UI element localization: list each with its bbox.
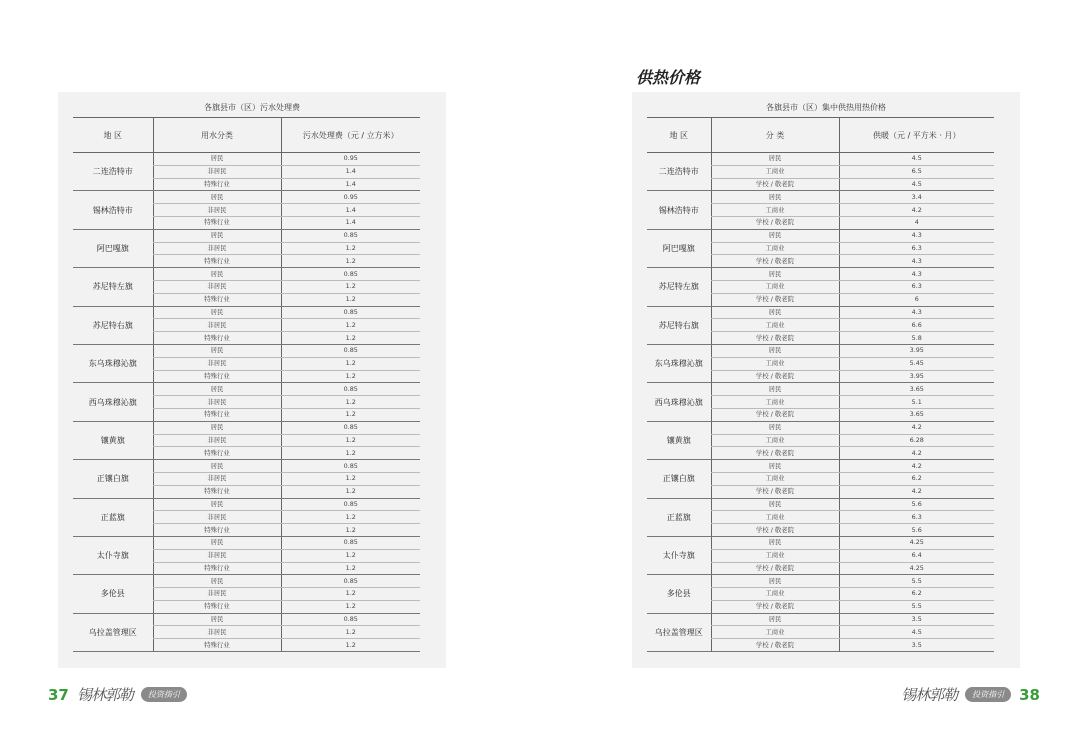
- category-cell: 特殊行业: [153, 447, 281, 460]
- table-row: [647, 306, 994, 319]
- table-row: [73, 191, 420, 204]
- table-header-row: [647, 118, 994, 153]
- category-cell: 学校 / 敬老院: [711, 524, 839, 537]
- value-cell: 1.2: [281, 562, 420, 575]
- region-cell: 阿巴嘎旗: [647, 229, 711, 267]
- value-cell: 5.5: [839, 575, 994, 588]
- table-row: [647, 613, 994, 626]
- brand-logo: 锡林郭勒: [901, 686, 958, 704]
- value-cell: 0.85: [281, 306, 420, 319]
- category-cell: 特殊行业: [153, 216, 281, 229]
- region-cell: 苏尼特左旗: [647, 268, 711, 306]
- region-cell: 正蓝旗: [647, 498, 711, 536]
- value-cell: 3.4: [839, 191, 994, 204]
- region-cell: 正镶白旗: [73, 460, 153, 498]
- category-cell: 非居民: [153, 242, 281, 255]
- category-cell: 居民: [153, 344, 281, 357]
- table-row: [647, 344, 994, 357]
- table-row: [647, 153, 994, 166]
- category-cell: 居民: [153, 306, 281, 319]
- category-cell: 非居民: [153, 319, 281, 332]
- value-cell: 4.2: [839, 460, 994, 473]
- category-cell: 特殊行业: [153, 408, 281, 421]
- region-cell: 西乌珠穆沁旗: [73, 383, 153, 421]
- value-cell: 4.25: [839, 536, 994, 549]
- value-cell: 1.2: [281, 511, 420, 524]
- category-cell: 居民: [153, 613, 281, 626]
- category-cell: 居民: [153, 536, 281, 549]
- header-fee: 污水处理费（元 / 立方米）: [281, 118, 420, 153]
- value-cell: 5.5: [839, 600, 994, 613]
- category-cell: 居民: [153, 498, 281, 511]
- table-row: [647, 268, 994, 281]
- value-cell: 1.2: [281, 626, 420, 639]
- guide-badge: 投资指引: [141, 687, 187, 702]
- table-row: [647, 536, 994, 549]
- value-cell: 5.45: [839, 357, 994, 370]
- table-row: [73, 498, 420, 511]
- value-cell: 1.2: [281, 434, 420, 447]
- category-cell: 工商业: [711, 319, 839, 332]
- value-cell: 3.5: [839, 639, 994, 652]
- value-cell: 0.85: [281, 421, 420, 434]
- category-cell: 非居民: [153, 204, 281, 217]
- category-cell: 特殊行业: [153, 562, 281, 575]
- region-cell: 阿巴嘎旗: [73, 229, 153, 267]
- region-cell: 苏尼特右旗: [73, 306, 153, 344]
- sewage-fee-panel: [58, 92, 446, 668]
- category-cell: 工商业: [711, 204, 839, 217]
- category-cell: 工商业: [711, 165, 839, 178]
- value-cell: 4.3: [839, 255, 994, 268]
- heating-table-caption: 各旗县市（区）集中供热用热价格: [766, 103, 886, 112]
- category-cell: 特殊行业: [153, 600, 281, 613]
- value-cell: 0.85: [281, 229, 420, 242]
- value-cell: 1.2: [281, 639, 420, 652]
- header-region: 地 区: [73, 118, 153, 153]
- sewage-fee-table: [73, 117, 420, 652]
- category-cell: 工商业: [711, 626, 839, 639]
- table-row: [73, 460, 420, 473]
- category-cell: 工商业: [711, 357, 839, 370]
- value-cell: 1.4: [281, 178, 420, 191]
- table-row: [647, 498, 994, 511]
- value-cell: 4.5: [839, 153, 994, 166]
- category-cell: 非居民: [153, 165, 281, 178]
- value-cell: 6.2: [839, 588, 994, 601]
- category-cell: 学校 / 敬老院: [711, 562, 839, 575]
- category-cell: 特殊行业: [153, 293, 281, 306]
- category-cell: 学校 / 敬老院: [711, 447, 839, 460]
- category-cell: 学校 / 敬老院: [711, 370, 839, 383]
- category-cell: 特殊行业: [153, 332, 281, 345]
- region-cell: 苏尼特右旗: [647, 306, 711, 344]
- guide-badge: 投资指引: [965, 687, 1011, 702]
- region-cell: 锡林浩特市: [73, 191, 153, 229]
- value-cell: 5.6: [839, 498, 994, 511]
- category-cell: 居民: [153, 421, 281, 434]
- region-cell: 苏尼特左旗: [73, 268, 153, 306]
- value-cell: 1.2: [281, 588, 420, 601]
- region-cell: 正蓝旗: [73, 498, 153, 536]
- value-cell: 1.2: [281, 319, 420, 332]
- value-cell: 1.2: [281, 293, 420, 306]
- category-cell: 特殊行业: [153, 485, 281, 498]
- region-cell: 二连浩特市: [647, 153, 711, 191]
- value-cell: 0.85: [281, 268, 420, 281]
- category-cell: 工商业: [711, 396, 839, 409]
- category-cell: 学校 / 敬老院: [711, 485, 839, 498]
- region-cell: 镶黄旗: [73, 421, 153, 459]
- value-cell: 3.65: [839, 383, 994, 396]
- value-cell: 0.85: [281, 613, 420, 626]
- region-cell: 西乌珠穆沁旗: [647, 383, 711, 421]
- right-page: [540, 0, 1080, 742]
- category-cell: 学校 / 敬老院: [711, 216, 839, 229]
- brand-logo: 锡林郭勒: [76, 686, 133, 704]
- category-cell: 工商业: [711, 549, 839, 562]
- category-cell: 居民: [711, 383, 839, 396]
- value-cell: 0.85: [281, 460, 420, 473]
- category-cell: 居民: [711, 191, 839, 204]
- value-cell: 1.4: [281, 216, 420, 229]
- value-cell: 3.95: [839, 344, 994, 357]
- table-row: [647, 575, 994, 588]
- category-cell: 非居民: [153, 357, 281, 370]
- category-cell: 学校 / 敬老院: [711, 600, 839, 613]
- value-cell: 4: [839, 216, 994, 229]
- sewage-table-caption: 各旗县市（区）污水处理费: [204, 103, 300, 112]
- category-cell: 居民: [711, 229, 839, 242]
- region-cell: 正镶白旗: [647, 460, 711, 498]
- value-cell: 1.2: [281, 408, 420, 421]
- category-cell: 非居民: [153, 626, 281, 639]
- heating-table-body: [647, 153, 994, 652]
- value-cell: 1.2: [281, 242, 420, 255]
- value-cell: 1.2: [281, 447, 420, 460]
- category-cell: 非居民: [153, 588, 281, 601]
- region-cell: 二连浩特市: [73, 153, 153, 191]
- category-cell: 居民: [711, 613, 839, 626]
- value-cell: 4.2: [839, 485, 994, 498]
- value-cell: 3.95: [839, 370, 994, 383]
- header-category: 用水分类: [153, 118, 281, 153]
- category-cell: 学校 / 敬老院: [711, 639, 839, 652]
- value-cell: 6.3: [839, 511, 994, 524]
- section-title: 供热价格: [636, 68, 701, 87]
- value-cell: 3.65: [839, 408, 994, 421]
- value-cell: 0.85: [281, 536, 420, 549]
- table-row: [73, 613, 420, 626]
- category-cell: 非居民: [153, 396, 281, 409]
- value-cell: 5.1: [839, 396, 994, 409]
- category-cell: 居民: [711, 153, 839, 166]
- category-cell: 特殊行业: [153, 370, 281, 383]
- region-cell: 锡林浩特市: [647, 191, 711, 229]
- table-row: [73, 306, 420, 319]
- value-cell: 6.28: [839, 434, 994, 447]
- value-cell: 1.2: [281, 357, 420, 370]
- category-cell: 居民: [711, 536, 839, 549]
- value-cell: 1.4: [281, 204, 420, 217]
- value-cell: 1.2: [281, 332, 420, 345]
- category-cell: 居民: [711, 421, 839, 434]
- header-region: 地 区: [647, 118, 711, 153]
- table-row: [73, 344, 420, 357]
- header-price: 供暖（元 / 平方米 · 月）: [839, 118, 994, 153]
- category-cell: 居民: [711, 306, 839, 319]
- category-cell: 居民: [153, 153, 281, 166]
- category-cell: 学校 / 敬老院: [711, 408, 839, 421]
- category-cell: 居民: [711, 460, 839, 473]
- value-cell: 1.2: [281, 370, 420, 383]
- region-cell: 多伦县: [647, 575, 711, 613]
- value-cell: 1.2: [281, 549, 420, 562]
- category-cell: 居民: [711, 268, 839, 281]
- table-row: [73, 153, 420, 166]
- category-cell: 特殊行业: [153, 178, 281, 191]
- region-cell: 东乌珠穆沁旗: [647, 344, 711, 382]
- value-cell: 0.85: [281, 383, 420, 396]
- value-cell: 5.6: [839, 524, 994, 537]
- value-cell: 1.2: [281, 396, 420, 409]
- value-cell: 3.5: [839, 613, 994, 626]
- category-cell: 特殊行业: [153, 255, 281, 268]
- value-cell: 6.6: [839, 319, 994, 332]
- category-cell: 学校 / 敬老院: [711, 178, 839, 191]
- table-row: [73, 536, 420, 549]
- value-cell: 1.2: [281, 280, 420, 293]
- value-cell: 1.2: [281, 255, 420, 268]
- category-cell: 特殊行业: [153, 639, 281, 652]
- category-cell: 居民: [153, 383, 281, 396]
- header-category: 分 类: [711, 118, 839, 153]
- category-cell: 工商业: [711, 472, 839, 485]
- category-cell: 居民: [711, 344, 839, 357]
- category-cell: 居民: [153, 460, 281, 473]
- table-row: [647, 421, 994, 434]
- category-cell: 工商业: [711, 511, 839, 524]
- value-cell: 1.2: [281, 524, 420, 537]
- value-cell: 4.2: [839, 447, 994, 460]
- category-cell: 非居民: [153, 549, 281, 562]
- table-row: [73, 421, 420, 434]
- category-cell: 特殊行业: [153, 524, 281, 537]
- page-number: 37: [48, 685, 69, 704]
- value-cell: 4.3: [839, 268, 994, 281]
- category-cell: 学校 / 敬老院: [711, 332, 839, 345]
- value-cell: 1.4: [281, 165, 420, 178]
- table-row: [73, 268, 420, 281]
- region-cell: 多伦县: [73, 575, 153, 613]
- value-cell: 4.2: [839, 204, 994, 217]
- table-row: [73, 229, 420, 242]
- value-cell: 4.5: [839, 626, 994, 639]
- value-cell: 4.2: [839, 421, 994, 434]
- category-cell: 工商业: [711, 280, 839, 293]
- value-cell: 6.3: [839, 242, 994, 255]
- value-cell: 6.2: [839, 472, 994, 485]
- value-cell: 6: [839, 293, 994, 306]
- category-cell: 居民: [153, 575, 281, 588]
- category-cell: 学校 / 敬老院: [711, 293, 839, 306]
- category-cell: 居民: [153, 268, 281, 281]
- value-cell: 1.2: [281, 472, 420, 485]
- category-cell: 学校 / 敬老院: [711, 255, 839, 268]
- value-cell: 0.85: [281, 575, 420, 588]
- table-row: [647, 383, 994, 396]
- category-cell: 非居民: [153, 472, 281, 485]
- table-row: [647, 460, 994, 473]
- table-row: [647, 191, 994, 204]
- sewage-table-body: [73, 153, 420, 652]
- right-footer: [901, 684, 1040, 705]
- category-cell: 居民: [711, 498, 839, 511]
- category-cell: 非居民: [153, 511, 281, 524]
- value-cell: 6.5: [839, 165, 994, 178]
- region-cell: 镶黄旗: [647, 421, 711, 459]
- value-cell: 4.5: [839, 178, 994, 191]
- category-cell: 非居民: [153, 280, 281, 293]
- category-cell: 非居民: [153, 434, 281, 447]
- heating-price-panel: [632, 92, 1020, 668]
- table-row: [73, 383, 420, 396]
- value-cell: 0.95: [281, 191, 420, 204]
- category-cell: 居民: [153, 191, 281, 204]
- left-footer: [48, 684, 187, 705]
- value-cell: 6.3: [839, 280, 994, 293]
- region-cell: 乌拉盖管理区: [73, 613, 153, 651]
- region-cell: 太仆寺旗: [647, 536, 711, 574]
- page-number: 38: [1019, 685, 1040, 704]
- table-header-row: [73, 118, 420, 153]
- value-cell: 5.8: [839, 332, 994, 345]
- value-cell: 0.85: [281, 498, 420, 511]
- value-cell: 4.3: [839, 306, 994, 319]
- category-cell: 居民: [711, 575, 839, 588]
- value-cell: 6.4: [839, 549, 994, 562]
- value-cell: 0.95: [281, 153, 420, 166]
- region-cell: 乌拉盖管理区: [647, 613, 711, 651]
- value-cell: 4.3: [839, 229, 994, 242]
- heating-price-table: [647, 117, 994, 652]
- category-cell: 居民: [153, 229, 281, 242]
- category-cell: 工商业: [711, 588, 839, 601]
- table-row: [73, 575, 420, 588]
- table-row: [647, 229, 994, 242]
- value-cell: 1.2: [281, 600, 420, 613]
- value-cell: 0.85: [281, 344, 420, 357]
- value-cell: 1.2: [281, 485, 420, 498]
- category-cell: 工商业: [711, 242, 839, 255]
- region-cell: 东乌珠穆沁旗: [73, 344, 153, 382]
- category-cell: 工商业: [711, 434, 839, 447]
- value-cell: 4.25: [839, 562, 994, 575]
- region-cell: 太仆寺旗: [73, 536, 153, 574]
